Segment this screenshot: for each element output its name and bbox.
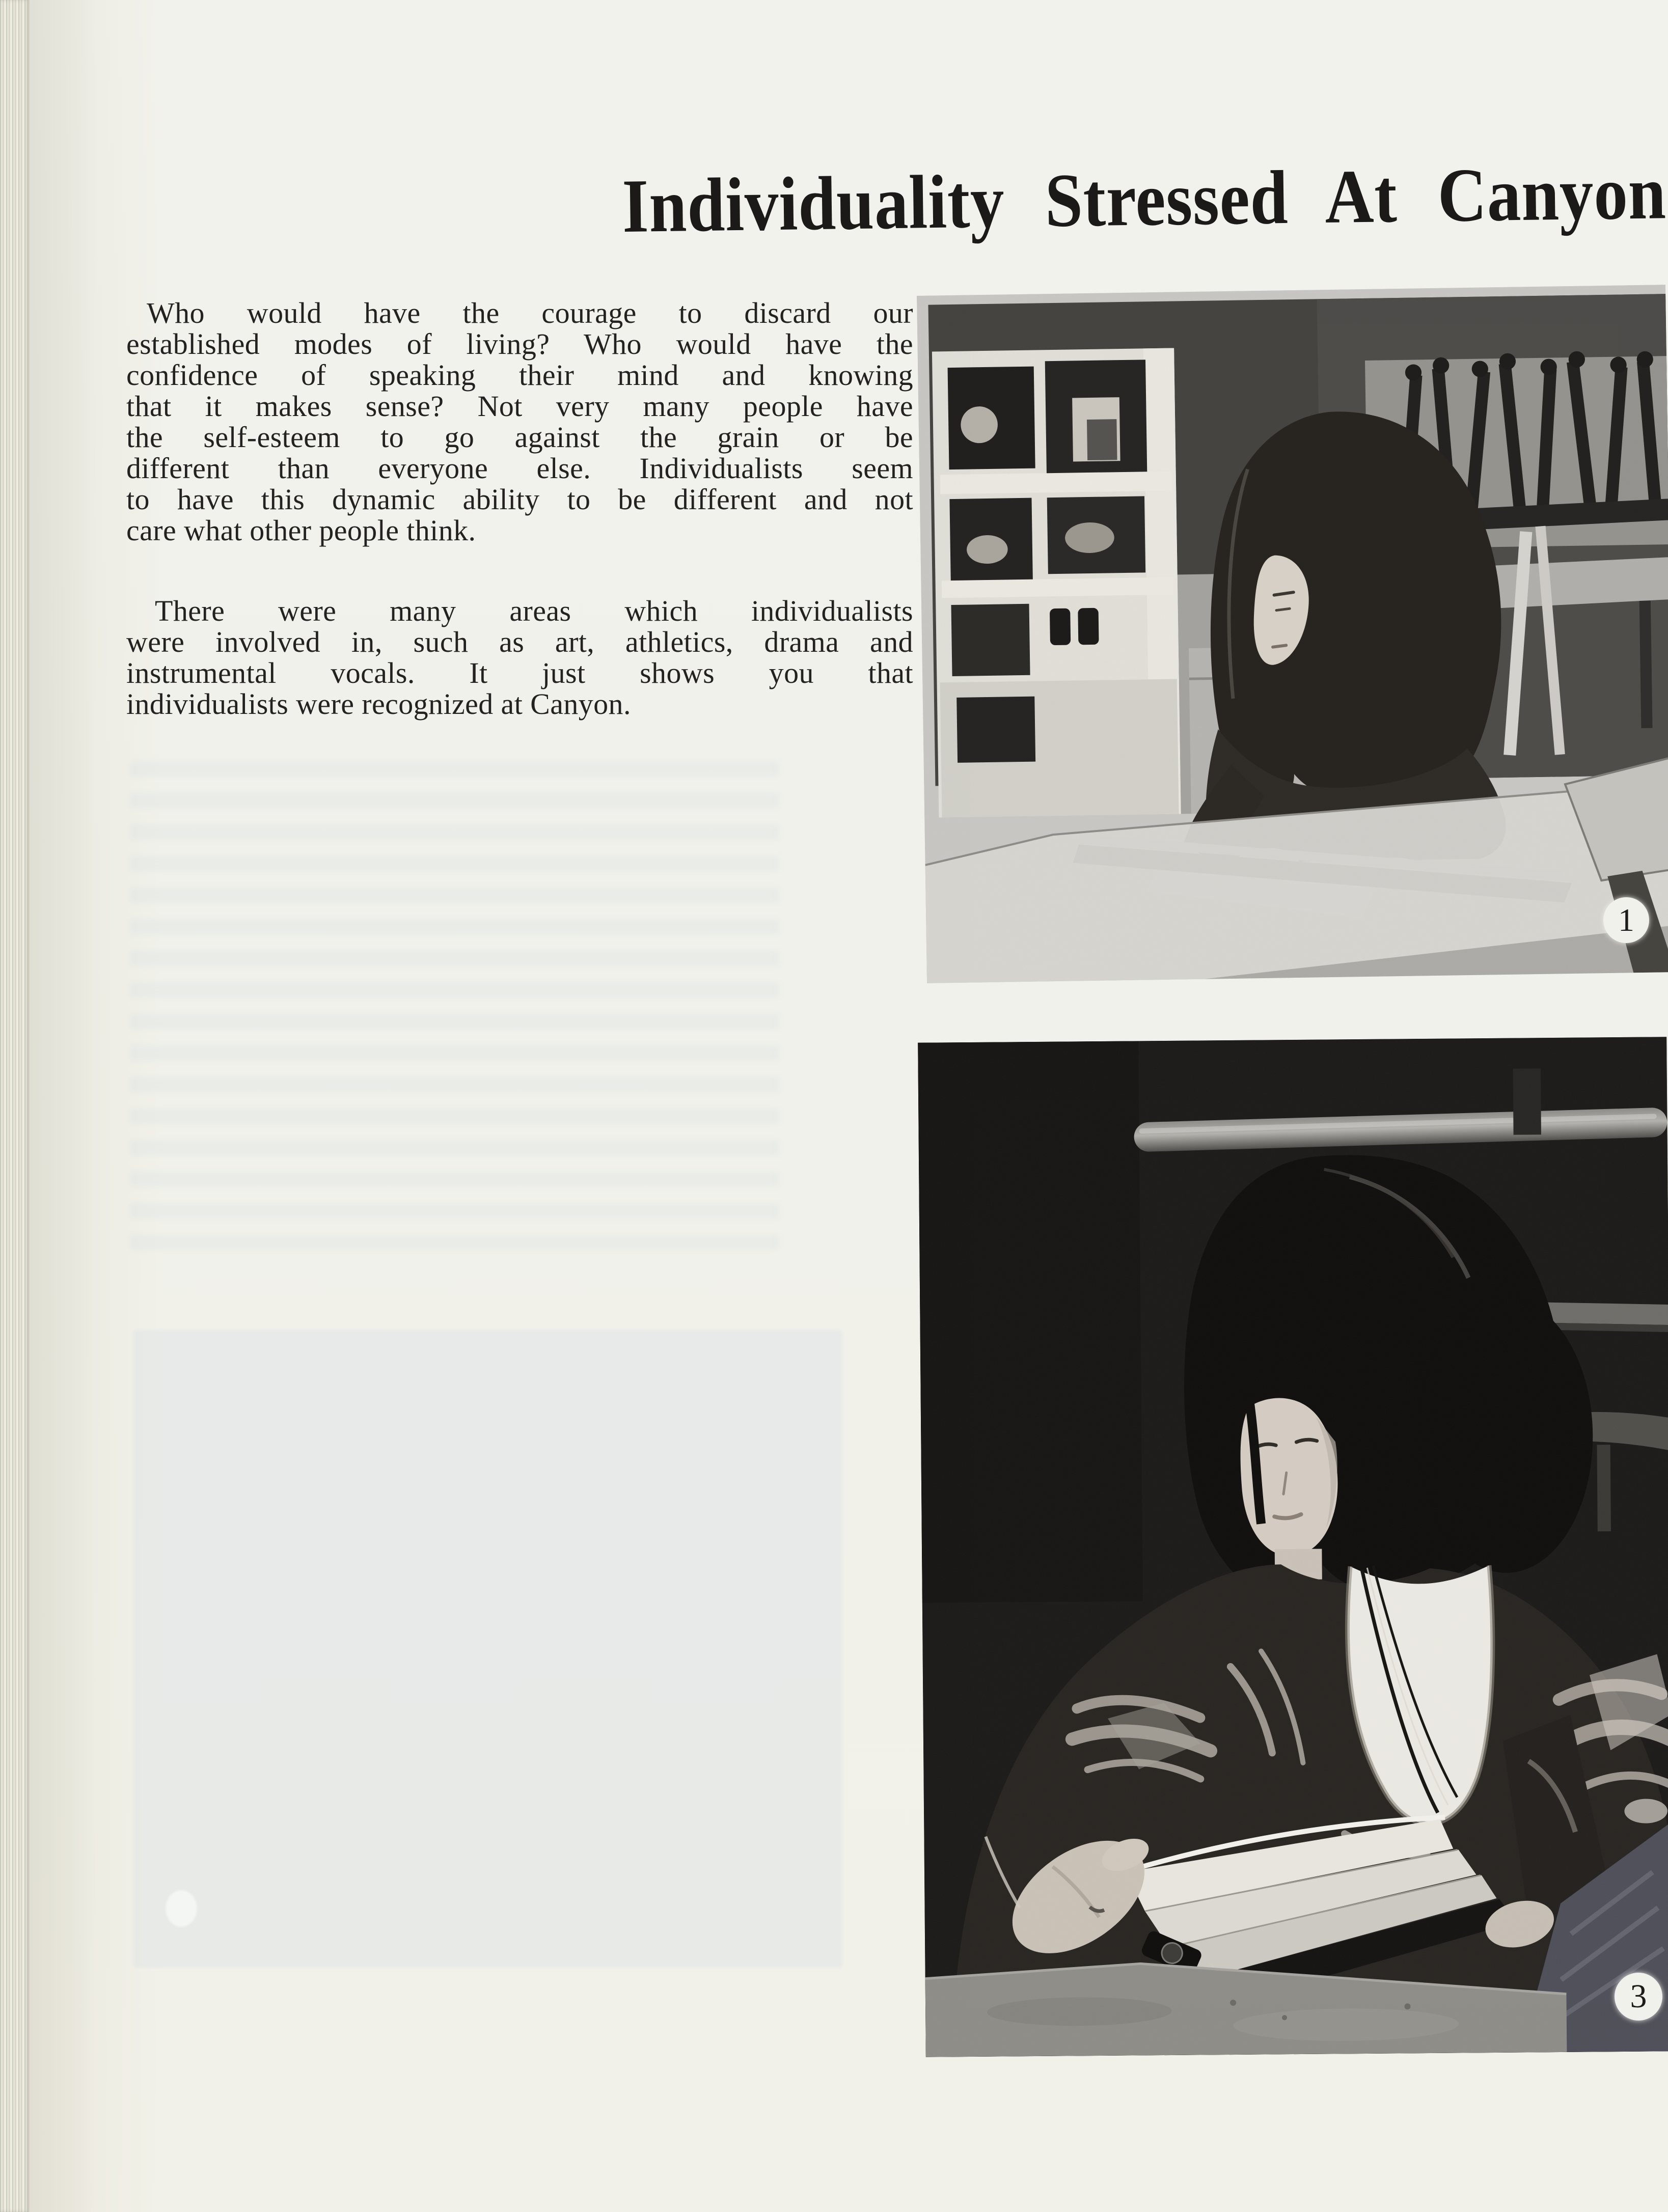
text-line: that it makes sense? Not very many people have <box>126 390 913 423</box>
text-line: care what other people think. <box>126 514 476 547</box>
photo-1-illustration <box>917 285 1668 983</box>
article-text-continued <box>126 595 913 720</box>
paragraph-2 <box>126 595 913 720</box>
bleed-through-badge <box>166 1890 197 1927</box>
bleed-through-photo <box>133 1330 842 1968</box>
page-title: Individuality Stressed At Canyon <box>621 150 1667 248</box>
book-page-edges <box>0 0 30 2212</box>
bleed-through-text <box>130 761 779 1250</box>
photo-girl-reading-book <box>918 1037 1668 2057</box>
photo-girl-at-drafting-table <box>917 285 1668 983</box>
text-line: There were many areas which individualists <box>155 594 913 627</box>
paragraph-1 <box>126 297 913 546</box>
photo-2-illustration <box>918 1037 1668 2057</box>
photo-number: 3 <box>1630 1978 1647 2015</box>
text-line: confidence of speaking their mind and knowing <box>126 358 913 392</box>
text-line: individualists were recognized at Canyon. <box>126 687 631 721</box>
text-line: instrumental vocals. It just shows you that <box>126 656 913 689</box>
text-line: to have this dynamic ability to be different and not <box>126 483 913 516</box>
photo-number: 1 <box>1618 902 1634 938</box>
photo-number-badge <box>1615 1973 1662 2021</box>
text-line: Who would have the courage to discard our <box>147 296 913 329</box>
article-text <box>126 297 913 546</box>
text-line: the self-esteem to go against the grain or be <box>126 421 913 454</box>
text-line: were involved in, such as art, athletics, drama and <box>126 625 913 658</box>
photo-number-badge <box>1603 897 1649 943</box>
text-line: different than everyone else. Individualists seem <box>126 452 913 485</box>
text-line: established modes of living? Who would have the <box>126 327 913 361</box>
title-row <box>621 150 1668 265</box>
gutter-shadow <box>30 0 96 2212</box>
